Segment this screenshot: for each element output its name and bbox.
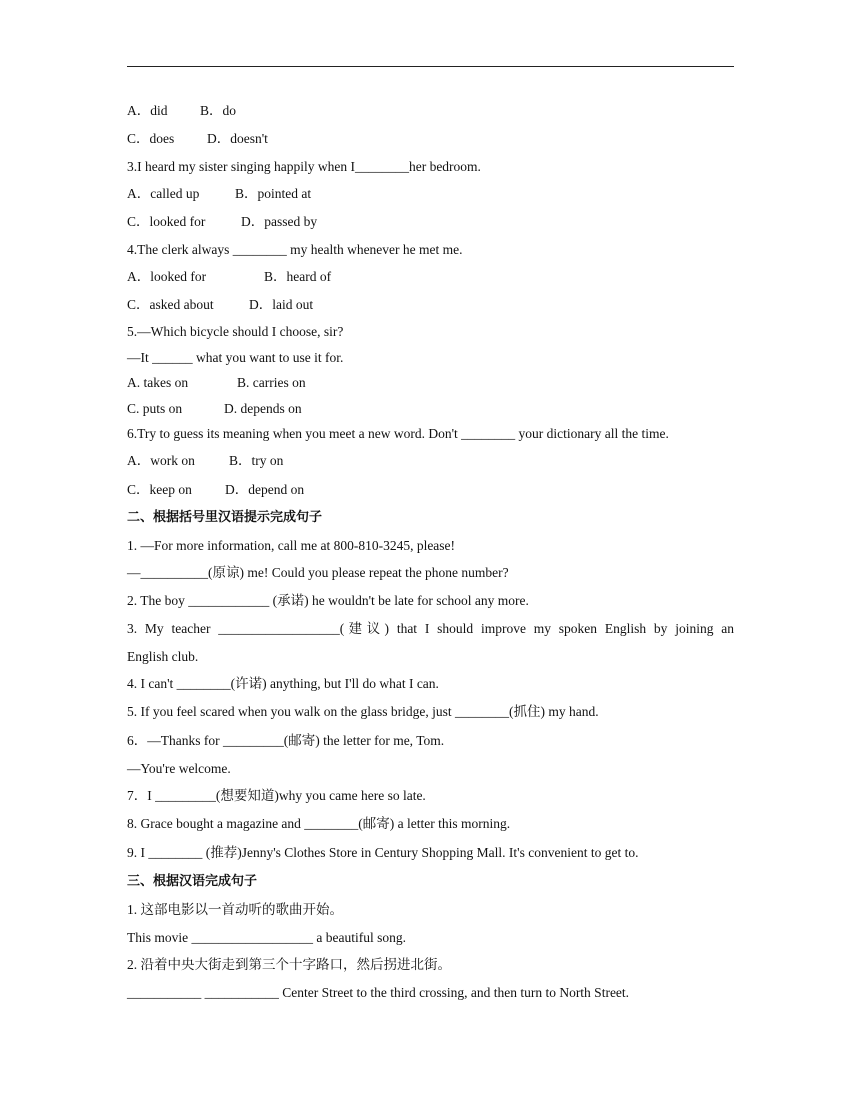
section3-line: ___________ ___________ Center Street to the third crossing, and then turn to North Street. — [127, 985, 630, 1000]
q4-options-row2 — [127, 297, 313, 313]
q2-option-b: B．do — [200, 103, 237, 118]
q3-option-a: A．called up — [127, 186, 200, 201]
section2-line: 6．—Thanks for _________(邮寄) the letter for me, Tom. — [127, 733, 445, 748]
q6-stem: 6.Try to guess its meaning when you meet a new word. Don't ________ your dictionary all the time. — [127, 426, 669, 441]
section2-line: 5. If you feel scared when you walk on the glass bridge, just ________(抓住) my hand. — [127, 704, 599, 719]
q2-option-a: A．did — [127, 103, 168, 118]
q2-option-d: D．doesn't — [207, 131, 268, 146]
q5-option-c: C. puts on — [127, 401, 183, 416]
q6-options-row2 — [127, 482, 304, 498]
q6-option-a: A．work on — [127, 453, 195, 468]
q4-stem: 4.The clerk always ________ my health whenever he met me. — [127, 242, 463, 257]
q5-option-b: B. carries on — [237, 375, 306, 390]
q6-option-d: D．depend on — [225, 482, 305, 497]
section2-line: 3. My teacher __________________(建议) that I should improve my spoken English by joining an — [127, 621, 734, 636]
q4-option-a: A．looked for — [127, 269, 207, 284]
header-rule — [127, 66, 734, 67]
section2-line: English club. — [127, 649, 199, 664]
section3-heading: 三、根据汉语完成句子 — [127, 874, 258, 889]
q5-option-a: A. takes on — [127, 375, 189, 390]
q5-options-row1 — [127, 375, 306, 391]
section2-line: —__________(原谅) me! Could you please repeat the phone number? — [127, 565, 509, 580]
section2-line: 2. The boy ____________ (承诺) he wouldn't be late for school any more. — [127, 593, 529, 608]
q2-option-c: C．does — [127, 131, 175, 146]
q2-options-row1 — [127, 103, 236, 119]
q3-option-c: C．looked for — [127, 214, 206, 229]
q5-options-row2 — [127, 401, 302, 417]
section3-line: This movie __________________ a beautiful song. — [127, 930, 406, 945]
q4-option-b: B．heard of — [264, 269, 332, 284]
section2-line: —You're welcome. — [127, 761, 231, 776]
section2-line: 8. Grace bought a magazine and ________(邮寄) a letter this morning. — [127, 816, 511, 831]
q3-option-d: D．passed by — [241, 214, 318, 229]
q2-options-row2 — [127, 131, 268, 147]
section2-line: 7．I _________(想要知道)why you came here so late. — [127, 788, 426, 803]
q5-option-d: D. depends on — [224, 401, 302, 416]
q3-stem: 3.I heard my sister singing happily when I________her bedroom. — [127, 159, 481, 174]
q4-option-c: C．asked about — [127, 297, 214, 312]
q5-stem-reply: —It ______ what you want to use it for. — [127, 350, 344, 365]
section2-line: 1. —For more information, call me at 800-810-3245, please! — [127, 538, 456, 553]
q6-option-b: B．try on — [229, 453, 284, 468]
q4-option-d: D．laid out — [249, 297, 314, 312]
q3-option-b: B．pointed at — [235, 186, 312, 201]
q3-options-row2 — [127, 214, 317, 230]
q3-options-row1 — [127, 186, 311, 202]
q5-stem: 5.—Which bicycle should I choose, sir? — [127, 324, 344, 339]
section2-line: 9. I ________ (推荐)Jenny's Clothes Store in Century Shopping Mall. It's convenient to get to. — [127, 845, 639, 860]
section3-line: 2. 沿着中央大街走到第三个十字路口，然后拐进北街。 — [127, 957, 451, 972]
q6-options-row1 — [127, 453, 283, 469]
section2-line: 4. I can't ________(许诺) anything, but I'll do what I can. — [127, 676, 439, 691]
section2-heading: 二、根据括号里汉语提示完成句子 — [127, 510, 323, 525]
q6-option-c: C．keep on — [127, 482, 192, 497]
section3-line: 1. 这部电影以一首动听的歌曲开始。 — [127, 902, 343, 917]
q4-options-row1 — [127, 269, 331, 285]
